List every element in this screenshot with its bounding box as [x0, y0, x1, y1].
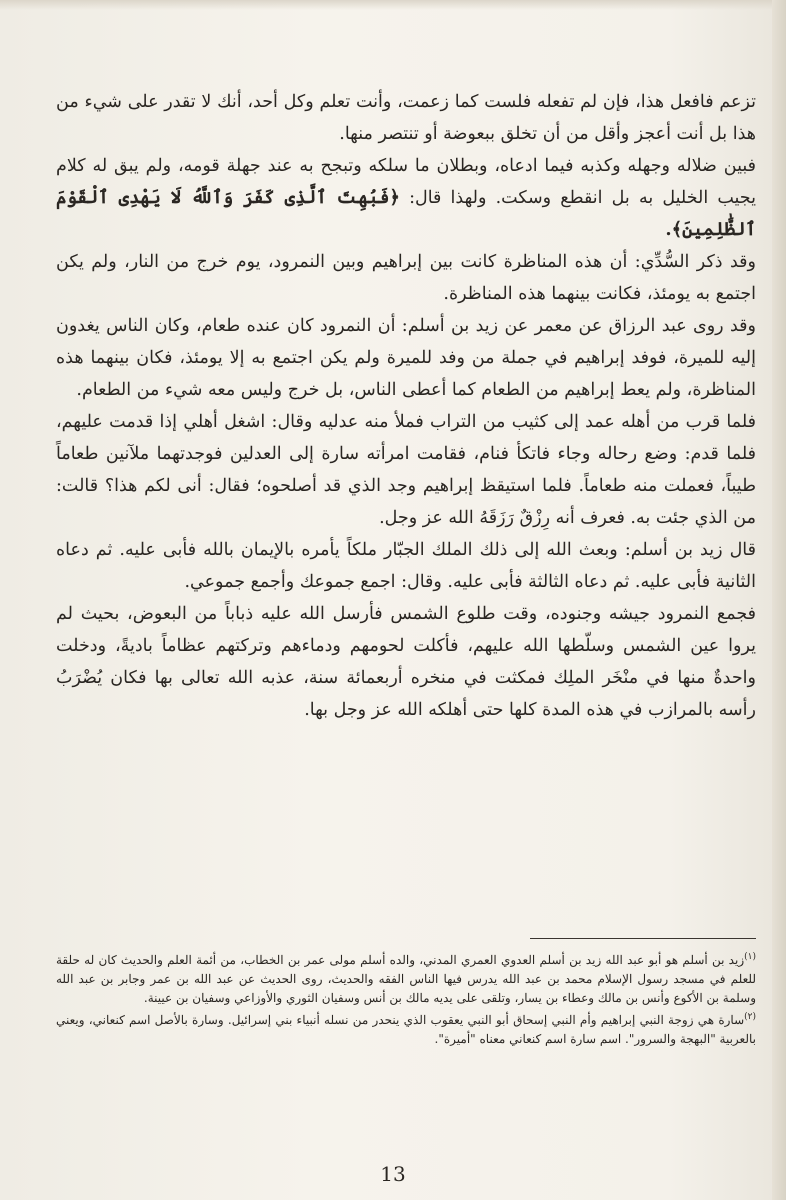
- paragraph-2: [56, 150, 756, 246]
- footnote-1-marker: (١): [744, 952, 756, 962]
- quran-verse: ﴿فَبُهِتَ ٱلَّذِى كَفَرَ وَٱللَّهُ لَا يَهْدِى ٱلْقَوْمَ ٱلظَّٰلِمِينَ﴾.: [56, 187, 756, 240]
- page-top-shadow: [0, 0, 786, 10]
- paragraph-1: تزعم فافعل هذا، فإن لم تفعله فلست كما زعمت، وأنت تعلم وكل أحد، أنك لا تقدر على شيء من هذا بل أنت أعجز وأقل من أن تخلق ببعوضة أو تنتصر منها.: [56, 92, 756, 144]
- main-text: [56, 86, 756, 726]
- footnotes: [56, 948, 756, 1049]
- footnote-2-marker: (٢): [744, 1012, 756, 1022]
- paragraph-7: فجمع النمرود جيشه وجنوده، وقت طلوع الشمس فأرسل الله عليه ذباباً من البعوض، بحيث لم يروا عين الشمس وسلّطها الله عليهم، فأكلت لحومهم ودماءهم وتركتهم عظاماً باديةً، ودخلت واحدةٌ منها في منْخَر الملِك فمكثت في منخره أربعمائة سنة، عذبه الله تعالى بها فكان يُضْرَبُ رأسه بالمرازب في هذه المدة كلها حتى أهلكه الله عز وجل بها.: [56, 604, 756, 720]
- paragraph-4: وقد روى عبد الرزاق عن معمر عن زيد بن أسلم: أن النمرود كان عنده طعام، وكان الناس يغدون إليه للميرة، فوفد إبراهيم في جملة من وفد للميرة ولم يكن اجتمع به إلا يومئذ، فكان بينهما هذه المناظرة، ولم يعط إبراهيم من الطعام كما أعطى الناس، بل خرج وليس معه شيء من الطعام.: [56, 316, 756, 400]
- footnote-1-text: زيد بن أسلم هو أبو عبد الله زيد بن أسلم العدوي العمري المدني، والده أسلم مولى عمر بن الخطاب، من أئمة العلم والحديث كان له حلقة للعلم في مسجد رسول الإسلام محمد بن عبد الله يدرس فيها الناس الفقه والحديث، روى الحديث عن عبد الله بن عمر وجابر بن عبد الله وسلمة بن الأكوع وأنس بن مالك وعطاء بن يسار، وتلقى على يديه مالك بن أنس وسفيان الثوري والأوزاعي وسفيان بن عيينة.: [56, 953, 756, 1005]
- footnote-2-text: سارة هي زوجة النبي إبراهيم وأم النبي إسحاق أبو النبي يعقوب الذي ينحدر من نسله أنبياء بني إسرائيل. وسارة بالأصل اسم كنعاني، ويعني بالعربية "البهجة والسرور". اسم سارة اسم كنعاني معناه "أميرة".: [56, 1013, 756, 1046]
- page-number: 13: [380, 1162, 406, 1186]
- footnote-1: [56, 948, 756, 1008]
- page-binding-edge: [772, 0, 786, 1200]
- paragraph-3: وقد ذكر السُّدِّي: أن هذه المناظرة كانت بين إبراهيم وبين النمرود، يوم خرج من النار، ولم يكن اجتمع به يومئذ، فكانت بينهما هذه المناظرة.: [56, 252, 756, 304]
- footnote-separator: [530, 938, 756, 939]
- footnote-2: [56, 1008, 756, 1049]
- paragraph-2-text: فبين ضلاله وجهله وكذبه فيما ادعاه، وبطلان ما سلكه وتبجح به عند جهلة قومه، ولم يبق له كلام يجيب الخليل به بل انقطع وسكت. ولهذا قال:: [56, 156, 756, 208]
- paragraph-6: قال زيد بن أسلم: وبعث الله إلى ذلك الملك الجبّار ملكاً يأمره بالإيمان بالله فأبى عليه. ثم دعاه الثانية فأبى عليه. ثم دعاه الثالثة فأبى عليه. وقال: اجمع جموعك وأجمع جموعي.: [56, 540, 756, 592]
- paragraph-5: فلما قرب من أهله عمد إلى كثيب من التراب فملأ منه عدليه وقال: اشغل أهلي إذا قدمت عليهم، فلما قدم: وضع رحاله وجاء فاتكأ فنام، فقامت امرأته سارة إلى العدلين فوجدتهما ملآنين طعاماً طيباً، فعملت منه طعاماً. فلما استيقظ إبراهيم وجد الذي قد أصلحوه؛ فقال: أنى لكم هذا؟ قالت: من الذي جئت به. فعرف أنه رِزْقٌ رَزَقَهُ الله عز وجل.: [56, 412, 756, 528]
